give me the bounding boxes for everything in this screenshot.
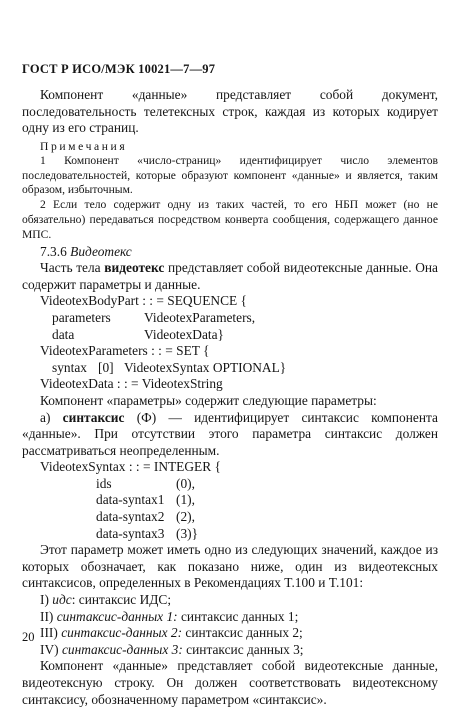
code-enum-value: (0),	[176, 475, 195, 491]
code-line	[22, 310, 438, 327]
value-number: I)	[40, 592, 53, 608]
param-a-prefix: а)	[40, 409, 63, 425]
code-field-tag: [0]	[98, 359, 114, 375]
code-line	[22, 526, 438, 543]
section-heading	[22, 244, 438, 261]
code-line: VideotexData : : = VideotexString	[40, 376, 223, 392]
value-text: : синтаксис ИДС;	[71, 592, 172, 608]
code-line	[22, 327, 438, 344]
code-line: VideotexBodyPart : : = SEQUENCE {	[40, 293, 247, 309]
value-number: III)	[40, 625, 62, 641]
intro-text-after: представляет собой видеотексные данные. Она содержит параметры и данные.	[22, 260, 438, 292]
value-item	[22, 625, 438, 642]
code-block-videotex-body	[22, 293, 438, 393]
code-enum-name: data-syntax1	[96, 492, 165, 508]
code-block-videotex-syntax	[22, 459, 438, 542]
paragraph-component-data: Компонент «данные» представляет собой документ, последовательность телетексных строк, каждая из которых кодирует одну из его страниц.	[22, 87, 438, 136]
value-text: синтаксис данных 3;	[182, 641, 304, 657]
code-enum-value: (2),	[176, 509, 195, 525]
param-a-term: синтаксис	[62, 409, 125, 425]
value-term: идс	[52, 592, 72, 608]
value-term: синтаксис-данных 1:	[56, 608, 178, 624]
code-field-type: VideotexData}	[144, 326, 224, 342]
page-body	[22, 87, 438, 708]
intro-text-before: Часть тела	[40, 260, 105, 276]
value-term: синтаксис-данных 3:	[61, 641, 183, 657]
code-enum-value: (3)}	[176, 525, 199, 541]
code-field-name: syntax	[52, 359, 87, 375]
code-line: VideotexSyntax : : = INTEGER {	[40, 459, 221, 475]
code-enum-name: data-syntax3	[96, 525, 165, 541]
value-number: IV)	[40, 641, 62, 657]
code-field-type: VideotexSyntax OPTIONAL}	[124, 359, 287, 375]
page-number: 20	[22, 630, 35, 644]
final-paragraph: Компонент «данные» представляет собой видеотексные данные, видеотексную строку. Он должен соответствовать видеотексному синтаксису, обозначенному параметром «синтаксис».	[22, 658, 438, 707]
params-intro: Компонент «параметры» содержит следующие параметры:	[40, 392, 377, 408]
code-field-name: data	[52, 326, 75, 342]
code-field-name: parameters	[52, 309, 111, 325]
code-line	[22, 509, 438, 526]
code-line	[22, 492, 438, 509]
values-intro: Этот параметр может иметь одно из следующих значений, каждое из которых обозначает, как показано ниже, один из видеотексных синтаксисов, определенных в Рекомендациях T.100 и T.101:	[22, 542, 438, 591]
value-number: II)	[40, 608, 57, 624]
value-item	[22, 609, 438, 626]
code-field-type: VideotexParameters,	[144, 309, 256, 325]
value-text: синтаксис данных 2;	[182, 625, 303, 641]
section-number: 7.3.6	[40, 243, 67, 259]
note-item-1: 1 Компонент «число-страниц» идентифицирует число элементов последовательностей, которые образуют компонент «данные» и является, таким образом, избыточным.	[22, 153, 438, 197]
param-a-text: (Ф) — идентифицирует синтаксис компонента «данные». При отсутствии этого параметра синтаксис должен рассматриваться неопределенным.	[22, 409, 438, 458]
value-text: синтаксис данных 1;	[177, 608, 299, 624]
value-term: синтаксис-данных 2:	[61, 625, 183, 641]
code-enum-value: (1),	[176, 492, 195, 508]
note-item-2: 2 Если тело содержит одну из таких частей, то его НБП может (но не обязательно) передаваться посредством конверта сообщения, содержащего данное МПС.	[22, 198, 438, 241]
code-line	[22, 476, 438, 493]
param-a	[22, 410, 438, 460]
value-item	[22, 592, 438, 609]
section-title: Видеотекс	[70, 243, 132, 259]
intro-paragraph	[22, 260, 438, 293]
intro-term: видеотекс	[104, 260, 165, 276]
value-item	[22, 642, 438, 659]
note-label: Примечания	[40, 139, 128, 153]
code-enum-name: data-syntax2	[96, 509, 165, 525]
code-enum-name: ids	[96, 475, 112, 491]
code-line: VideotexParameters : : = SET {	[40, 343, 210, 359]
code-line	[22, 360, 438, 377]
standard-header: ГОСТ Р ИСО/МЭК 10021—7—97	[22, 62, 216, 76]
